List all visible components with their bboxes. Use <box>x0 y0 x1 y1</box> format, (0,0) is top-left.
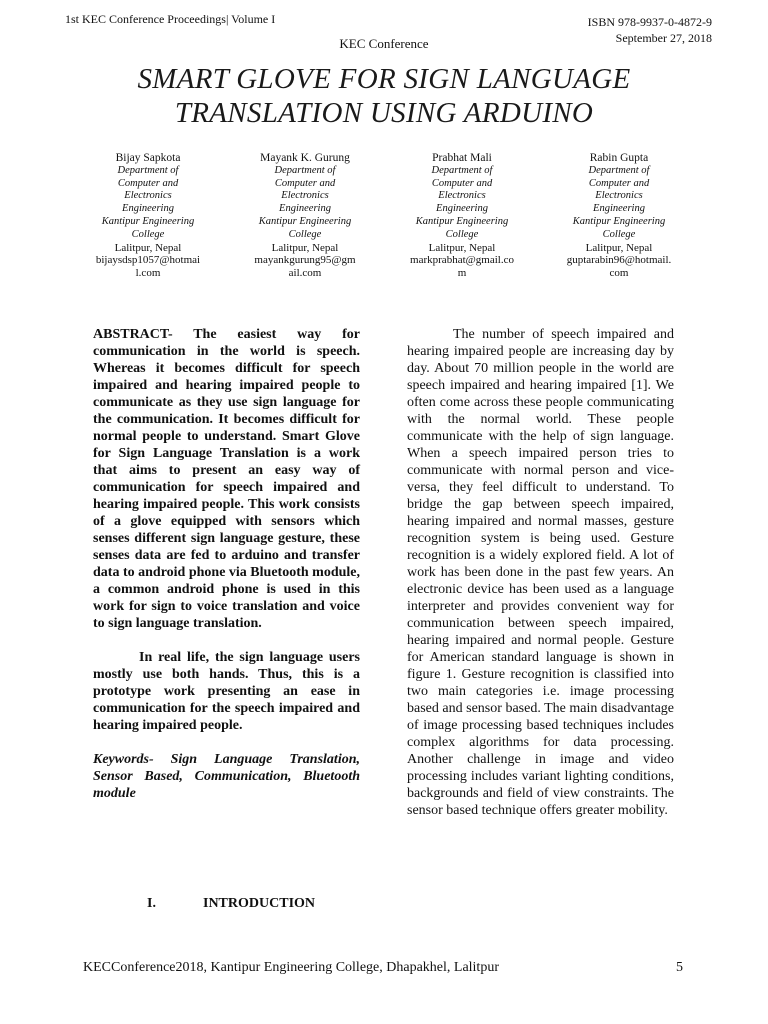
abstract-paragraph: In real life, the sign language users mostly use both hands. Thus, this is a prototype work presenting an ease in communication for the speech impaired and hearing impaired people. <box>93 650 360 733</box>
author-name: Prabhat Mali <box>432 152 492 164</box>
author-dept: Electronics <box>595 190 643 202</box>
author-college: Kantipur Engineering <box>572 215 666 227</box>
author-college: College <box>288 228 322 240</box>
author-email: bijaysdsp1057@hotmai <box>95 254 201 267</box>
author-location: Lalitpur, Nepal <box>271 241 339 254</box>
author-college: Kantipur Engineering <box>258 215 352 227</box>
author-dept: Department of <box>431 164 493 176</box>
right-column <box>407 326 674 819</box>
section-heading <box>147 896 315 912</box>
author-college: College <box>445 228 479 240</box>
author-college: Kantipur Engineering <box>101 215 195 227</box>
author-email: mayankgurung95@gm <box>254 254 356 267</box>
author-location: Lalitpur, Nepal <box>428 241 496 254</box>
paper-title <box>0 62 768 130</box>
page-number: 5 <box>676 960 683 975</box>
author-email: com <box>609 267 629 280</box>
author-dept: Computer and <box>431 177 493 189</box>
keywords: Keywords- Sign Language Translation, Sensor Based, Communication, Bluetooth module <box>93 752 360 801</box>
author-college: College <box>131 228 165 240</box>
header-isbn: ISBN 978-9937-0-4872-9 <box>587 15 712 29</box>
section-number: I. <box>147 896 156 911</box>
author-email: m <box>457 267 467 280</box>
author-dept: Engineering <box>122 203 174 215</box>
header-proceedings: 1st KEC Conference Proceedings| Volume I <box>65 12 276 26</box>
author-dept: Computer and <box>274 177 336 189</box>
author-college: Kantipur Engineering <box>415 215 509 227</box>
author-dept: Engineering <box>436 203 488 215</box>
author-dept: Department of <box>274 164 336 176</box>
author-dept: Engineering <box>279 203 331 215</box>
author-block <box>398 152 526 280</box>
author-block <box>241 152 369 280</box>
abstract-paragraph: ABSTRACT- The easiest way for communication in the world is speech. Whereas it becomes difficult for speech impaired and hearing impaired people to communicate as they use sign language for the communication. It becomes difficult for normal people to understand. Smart Glove for Sign Language Translation is a work that aims to present an easy way of communication for speech impaired and hearing impaired people. This work consists of a glove equipped with sensors which senses different sign language gesture, these senses data are fed to arduino and transfer data to android phone via Bluetooth module, a common android phone is used in this work for sign to voice translation and voice to sign language translation. <box>93 327 360 631</box>
author-dept: Department of <box>117 164 179 176</box>
author-name: Rabin Gupta <box>589 152 649 164</box>
author-dept: Electronics <box>124 190 172 202</box>
author-location: Lalitpur, Nepal <box>585 241 653 254</box>
author-block <box>555 152 683 280</box>
title-line-2: TRANSLATION USING ARDUINO <box>174 97 594 129</box>
author-dept: Electronics <box>438 190 486 202</box>
author-name: Bijay Sapkota <box>115 152 181 164</box>
footer-text: KECConference2018, Kantipur Engineering College, Dhapakhel, Lalitpur <box>83 960 499 975</box>
author-dept: Electronics <box>281 190 329 202</box>
header-conference: KEC Conference <box>339 36 429 51</box>
author-block <box>84 152 212 280</box>
title-line-1: SMART GLOVE FOR SIGN LANGUAGE <box>137 63 631 95</box>
header-date: September 27, 2018 <box>615 31 712 45</box>
author-email: ail.com <box>288 267 322 280</box>
author-dept: Engineering <box>593 203 645 215</box>
author-college: College <box>602 228 636 240</box>
author-email: guptarabin96@hotmail. <box>566 254 672 267</box>
author-dept: Computer and <box>588 177 650 189</box>
author-email: l.com <box>135 267 161 280</box>
author-name: Mayank K. Gurung <box>260 152 350 164</box>
author-dept: Computer and <box>117 177 179 189</box>
body-paragraph: The number of speech impaired and hearing impaired people are increasing day by day. About 70 million people in the world are speech impaired and hearing impaired [1]. We often come across these people communicating with the normal world. These people communicate with the help of sign language. When a speech impaired person tries to communicate with normal person and vice-versa, they feel difficult to understand. To bridge the gap between speech impaired, hearing impaired and normal masses, gesture recognition system is being used. Gesture recognition is a widely explored field. A lot of work has been done in the past few years. An electronic device has been used as a language interpreter and provides convenient way for communication between speech impaired, hearing impaired and normal people. Gesture for American standard language is shown in figure 1. Gesture recognition is classified into two main categories i.e. image processing based and sensor based. The main disadvantage of image processing based techniques includes complex algorithms for data processing. Another challenge in image and video processing includes variant lighting conditions, backgrounds and field of view constraints. The sensor based technique offers greater mobility. <box>407 327 674 818</box>
left-column <box>93 326 360 802</box>
author-email: markprabhat@gmail.co <box>410 254 514 267</box>
section-title: INTRODUCTION <box>203 896 316 911</box>
author-location: Lalitpur, Nepal <box>114 241 182 254</box>
author-dept: Department of <box>588 164 650 176</box>
